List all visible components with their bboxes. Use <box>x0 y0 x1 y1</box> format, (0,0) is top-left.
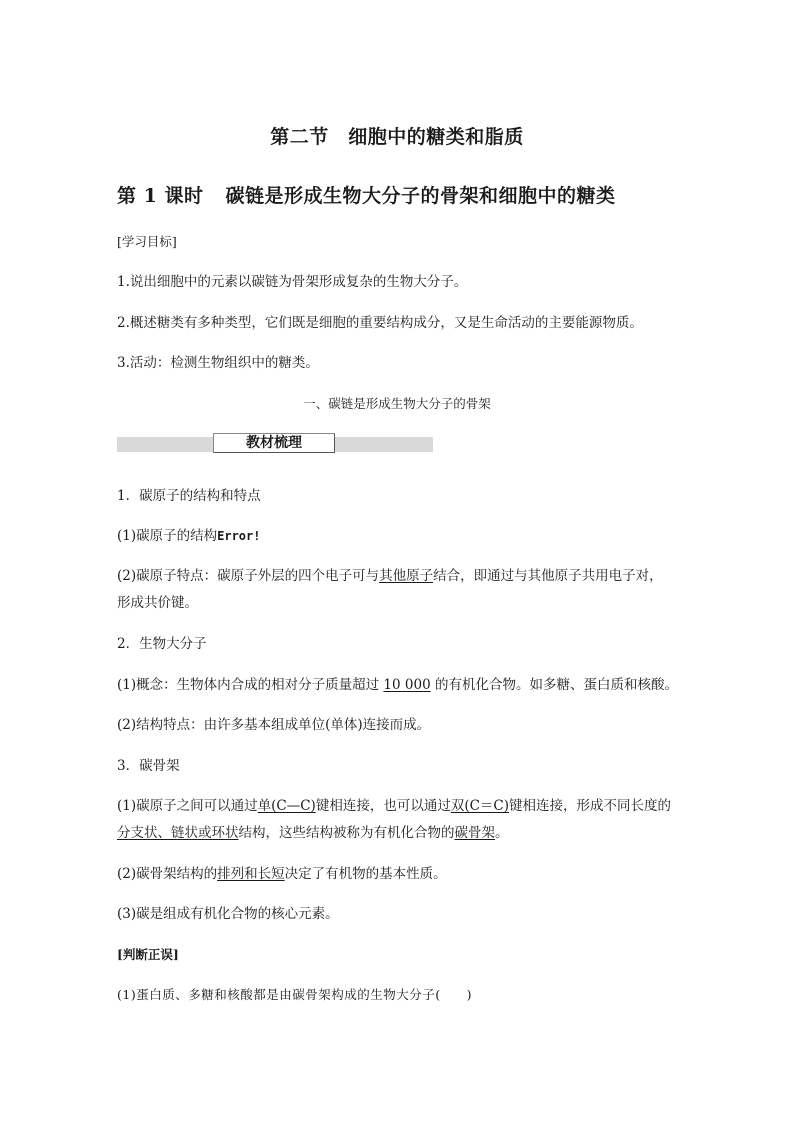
judge-label: [判断正误] <box>117 947 179 962</box>
fill-blank: 碳骨架 <box>454 825 495 841</box>
objectives-label: [学习目标] <box>117 234 177 249</box>
banner-label: 教材梳理 <box>213 433 335 453</box>
fill-blank: 10 000 <box>383 677 431 693</box>
paragraph: (2)结构特点：由许多基本组成单位(单体)连接而成。 <box>117 717 431 733</box>
lesson-name: 碳链是形成生物大分子的骨架和细胞中的糖类 <box>225 185 616 207</box>
lesson-number: 第 1 课时 <box>117 185 204 207</box>
fill-blank: 排列和长短 <box>217 866 285 882</box>
section-title: 第二节 细胞中的糖类和脂质 <box>270 126 524 148</box>
subsection-heading: 2．生物大分子 <box>117 636 207 652</box>
objective-item: 1.说出细胞中的元素以碳链为骨架形成复杂的生物大分子。 <box>117 274 468 290</box>
part-heading: 一、碳链是形成生物大分子的骨架 <box>303 396 491 411</box>
fill-blank: 分支状、链状或环状 <box>117 825 239 841</box>
subsection-heading: 1．碳原子的结构和特点 <box>117 488 261 504</box>
paragraph: (1)碳原子的结构Error! <box>117 528 261 544</box>
paragraph: (2)碳原子特点：碳原子外层的四个电子可与其他原子结合，即通过与其他原子共用电子对， <box>117 568 663 584</box>
paragraph-continued: 形成共价键。 <box>117 595 198 611</box>
fill-blank: 双(C＝C) <box>450 798 510 814</box>
fill-blank: 单(C—C) <box>257 798 316 814</box>
subsection-heading: 3．碳骨架 <box>117 758 180 774</box>
section-banner <box>117 437 433 452</box>
fill-blank: 其他原子 <box>379 568 434 584</box>
paragraph-continued: 分支状、链状或环状结构，这些结构被称为有机化合物的碳骨架。 <box>117 825 509 841</box>
lesson-title <box>117 181 615 208</box>
objective-item: 3.活动：检测生物组织中的糖类。 <box>117 355 319 371</box>
paragraph: (2)碳骨架结构的排列和长短决定了有机物的基本性质。 <box>117 866 447 882</box>
paragraph: (1)概念：生物体内合成的相对分子质量超过 10 000 的有机化合物。如多糖、蛋白质和核酸。 <box>117 677 678 693</box>
objective-item: 2.概述糖类有多种类型，它们既是细胞的重要结构成分，又是生命活动的主要能源物质。 <box>117 315 643 331</box>
error-field: Error! <box>217 529 261 543</box>
judge-item: (1)蛋白质、多糖和核酸都是由碳骨架构成的生物大分子( ) <box>117 987 472 1002</box>
paragraph: (3)碳是组成有机化合物的核心元素。 <box>117 906 339 922</box>
paragraph: (1)碳原子之间可以通过单(C—C)键相连接，也可以通过双(C＝C)键相连接，形成不同长度的 <box>117 798 672 814</box>
